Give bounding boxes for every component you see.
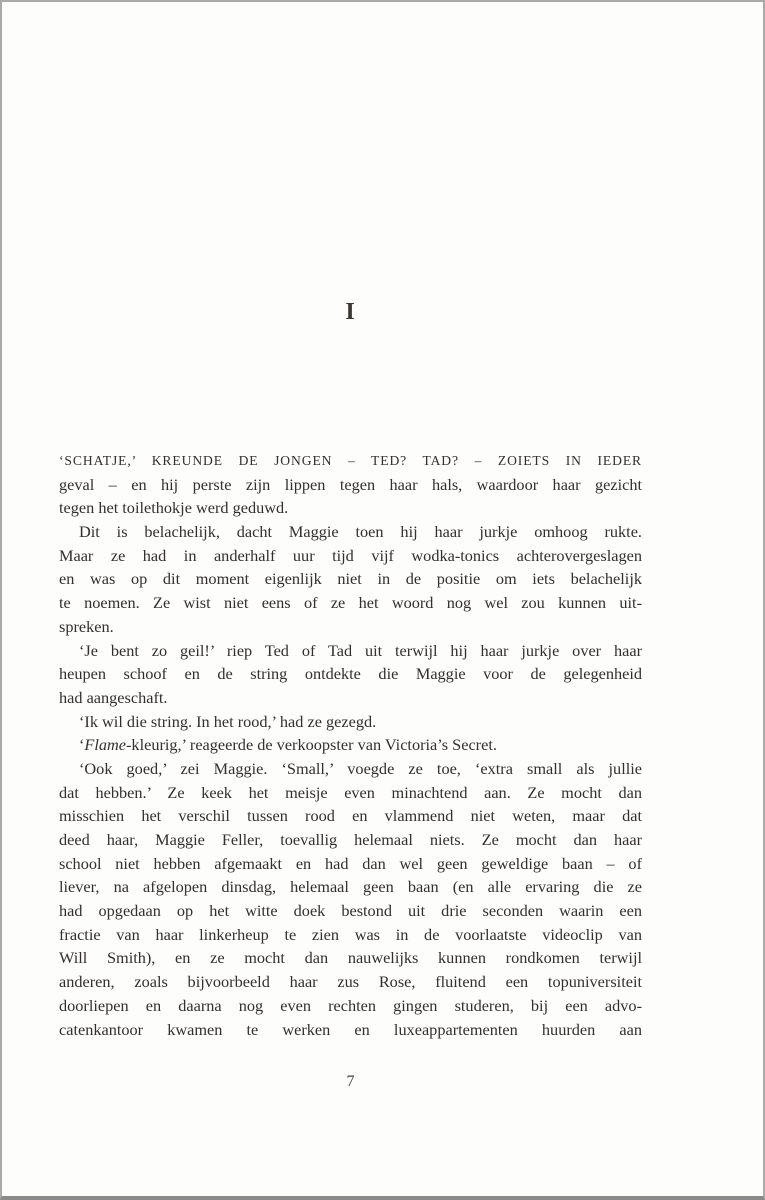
body-line: catenkantoor kwamen te werken en luxeappartementen huurden aan <box>59 1019 642 1039</box>
body-line: ‘Ik wil die string. In het rood,’ had ze gezegd. <box>79 711 377 731</box>
paragraph <box>59 449 642 520</box>
body-line: te noemen. Ze wist niet eens of ze het woord nog wel zou kunnen uit- <box>59 593 642 613</box>
body-line: en was op dit moment eigenlijk niet in de positie om iets belachelijk <box>59 569 642 589</box>
body-line: doorliepen en daarna nog even rechten gingen studeren, bij een advo- <box>59 995 642 1015</box>
page-number: 7 <box>346 1073 355 1090</box>
body-line: deed haar, Maggie Feller, toevallig helemaal niets. Ze mocht dan haar <box>59 830 642 849</box>
paragraph <box>59 639 642 710</box>
paragraph <box>59 710 642 734</box>
body-line: fractie van haar linkerheup te zien was in de voorlaatste videoclip van <box>59 924 642 944</box>
body-line: tegen het toilethokje werd geduwd. <box>59 498 289 518</box>
text-block <box>59 449 642 1041</box>
body-line: ‘Je bent zo geil!’ riep Ted of Tad uit terwijl hij haar jurkje over haar <box>79 640 642 660</box>
body-line: had aangeschaft. <box>59 687 168 707</box>
body-line: had opgedaan op het witte doek bestond uit drie seconden waarin een <box>59 901 642 921</box>
body-line: Will Smith), en ze mocht dan nauwelijks kunnen rondkomen terwijl <box>59 948 642 968</box>
body-line: liever, na afgelopen dinsdag, helemaal geen baan (en alle ervaring die ze <box>59 877 642 897</box>
paragraph <box>59 520 642 638</box>
body-line: Maar ze had in anderhalf uur tijd vijf wodka-tonics achterovergeslagen <box>59 545 642 565</box>
body-line: school niet hebben afgemaakt en had dan wel geen geweldige baan – of <box>59 853 642 873</box>
paragraph <box>59 733 642 757</box>
body-line: geval – en hij perste zijn lippen tegen haar hals, waardoor haar gezicht <box>59 474 642 494</box>
body-line: ‘Flame-kleurig,’ reageerde de verkoopster van Victoria’s Secret. <box>79 735 497 755</box>
chapter-heading: I <box>345 299 356 325</box>
body-line: dat hebben.’ Ze keek het meisje even minachtend aan. Ze mocht dan <box>59 782 642 802</box>
body-line: anderen, zoals bijvoorbeeld haar zus Rose, fluitend een topuniversiteit <box>59 972 642 992</box>
body-line: misschien het verschil tussen rood en vlammend niet weten, maar dat <box>59 806 642 826</box>
body-line: ‘Ook goed,’ zei Maggie. ‘Small,’ voegde ze toe, ‘extra small als jullie <box>79 758 642 778</box>
body-line: Dit is belachelijk, dacht Maggie toen hij haar jurkje omhoog rukte. <box>79 522 642 542</box>
body-line: ‘SCHATJE,’ KREUNDE DE JONGEN – TED? TAD? – ZOIETS IN IEDER <box>59 453 642 468</box>
body-line: heupen schoof en de string ontdekte die Maggie voor de gelegenheid <box>59 664 642 684</box>
body-line: spreken. <box>59 616 114 636</box>
paragraph <box>59 757 642 1041</box>
